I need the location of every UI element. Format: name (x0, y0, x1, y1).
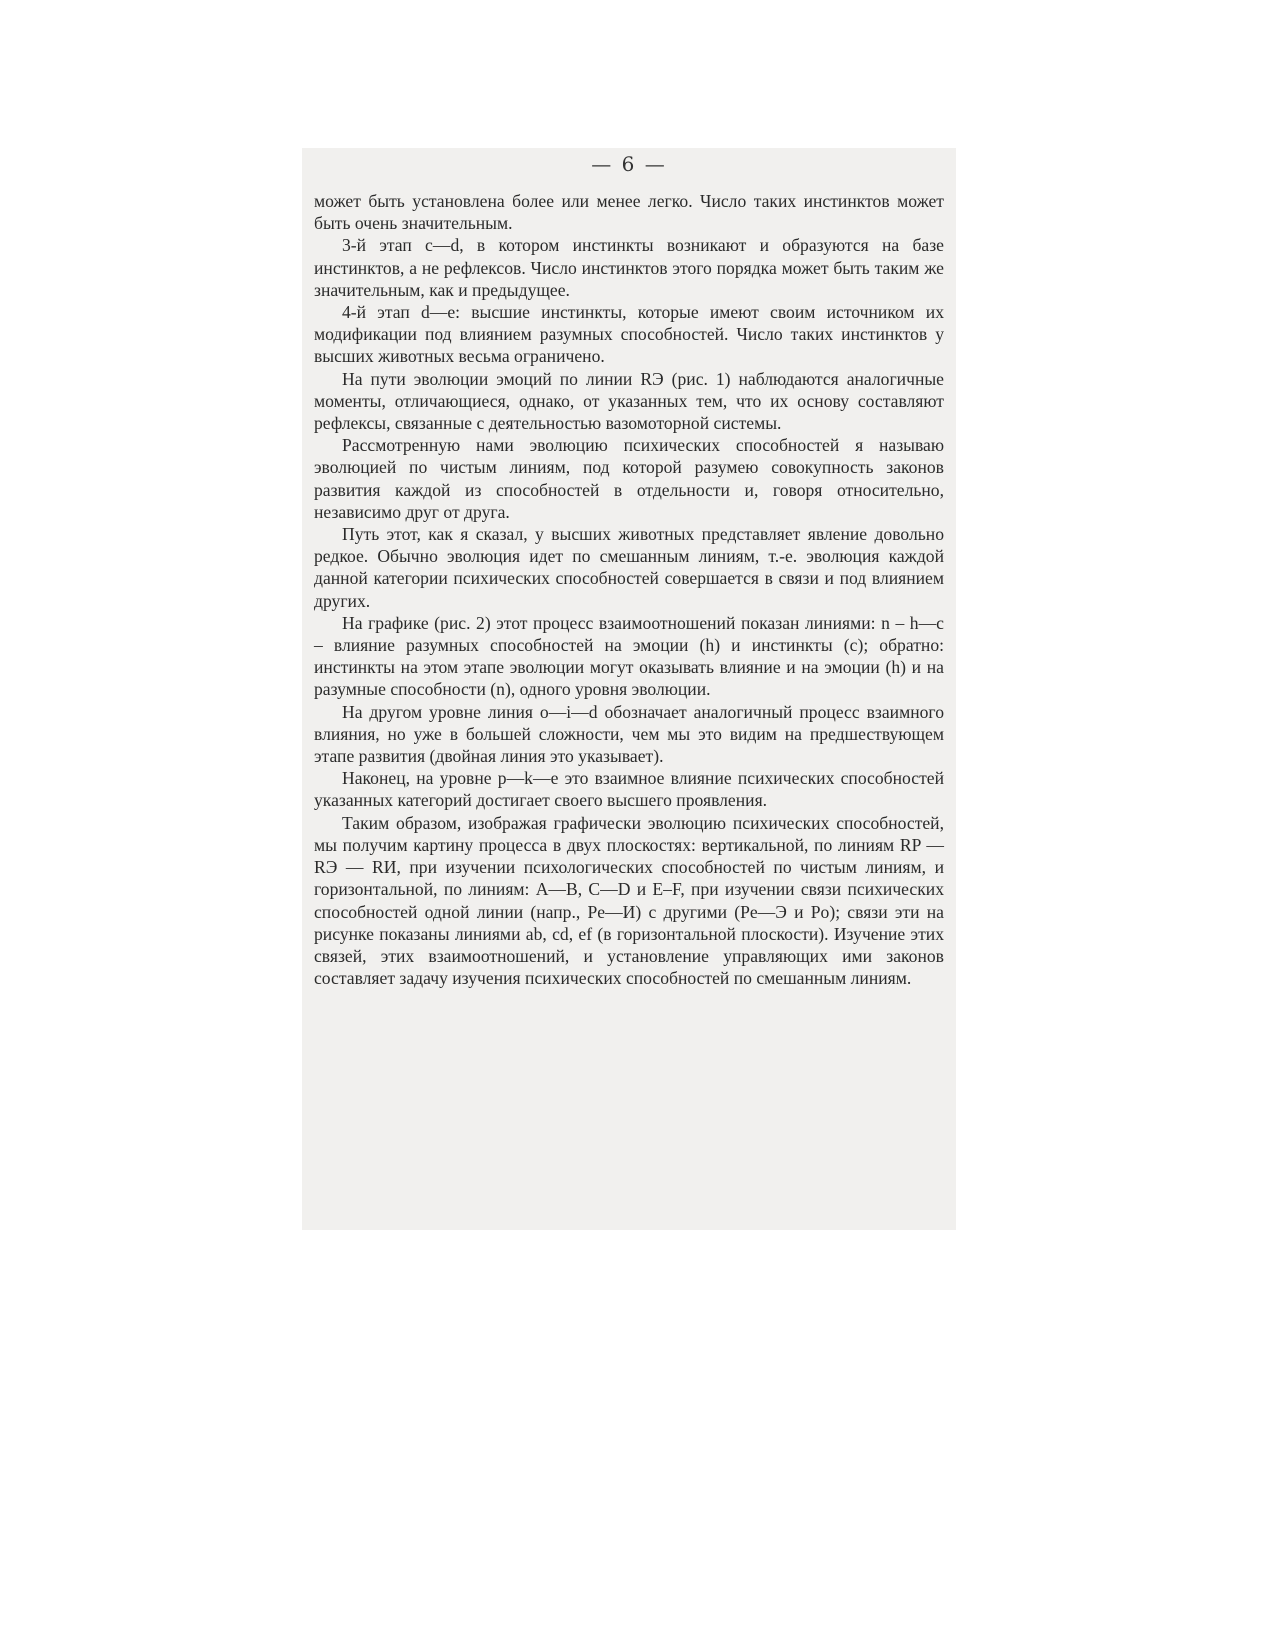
paragraph-3: 4-й этап d—e: высшие инстинкты, которые имеют своим источником их модификации под влиянием разумных способностей. Число таких инстинктов у высших животных весьма ограничено. (314, 302, 944, 367)
paragraph-4: На пути эволюции эмоций по линии RЭ (рис. 1) наблюдаются аналогичные моменты, отличающиеся, однако, от указанных тем, что их основу составляют рефлексы, связанные с деятельностью вазомоторной системы. (314, 368, 944, 434)
scanned-page (302, 148, 956, 1230)
body-text (314, 190, 944, 989)
paragraph-8: На другом уровне линия o—i—d обозначает аналогичный процесс взаимного влияния, но уже в большей сложности, чем мы это видим на предшествующем этапе развития (двойная линия это указывает). (314, 701, 944, 767)
paragraph-7: На графике (рис. 2) этот процесс взаимоотношений показан линиями: n – h—c – влияние разумных способностей на эмоции (h) и инстинкты (c); обратно: инстинкты на этом этапе эволюции могут оказывать влияние и на эмоции (h) и на разумные способности (n), одного уровня эволюции. (314, 612, 944, 700)
paragraph-9: Наконец, на уровне p—k—e это взаимное влияние психических способностей указанных категорий достигает своего высшего проявления. (314, 768, 944, 811)
paragraph-10: Таким образом, изображая графически эволюцию психических способностей, мы получим картину процесса в двух плоскостях: вертикальной, по линиям RP — RЭ — RИ, при изучении психологических способностей по чистым линиям, и горизонтальной, по линиям: A—B, C—D и E–F, при изучении связи психических способностей одной линии (напр., Pe—И) с другими (Pe—Э и Po); связи эти на рисунке показаны линиями ab, cd, ef (в горизонтальной плоскости). Изучение этих связей, этих взаимоотношений, и установление управляющих ими законов составляет задачу изучения психических способностей по смешанным линиям. (314, 812, 944, 989)
paragraph-1: может быть установлена более или менее легко. Число таких инстинктов может быть очень значительным. (314, 191, 944, 234)
paragraph-6: Путь этот, как я сказал, у высших животных представляет явление довольно редкое. Обычно эволюция идет по смешанным линиям, т.-е. эволюция каждой данной категории психических способностей совершается в связи и под влиянием других. (314, 524, 944, 611)
page-number: — 6 — (591, 152, 667, 176)
paragraph-2: 3-й этап c—d, в котором инстинкты возникают и образуются на базе инстинктов, а не рефлексов. Число инстинктов этого порядка может быть таким же значительным, как и предыдущее. (314, 235, 944, 300)
paragraph-5: Рассмотренную нами эволюцию психических способностей я называю эволюцией по чистым линиям, под которой разумею совокупность законов развития каждой из способностей в отдельности и, говоря относительно, независимо друг от друга. (314, 435, 944, 522)
